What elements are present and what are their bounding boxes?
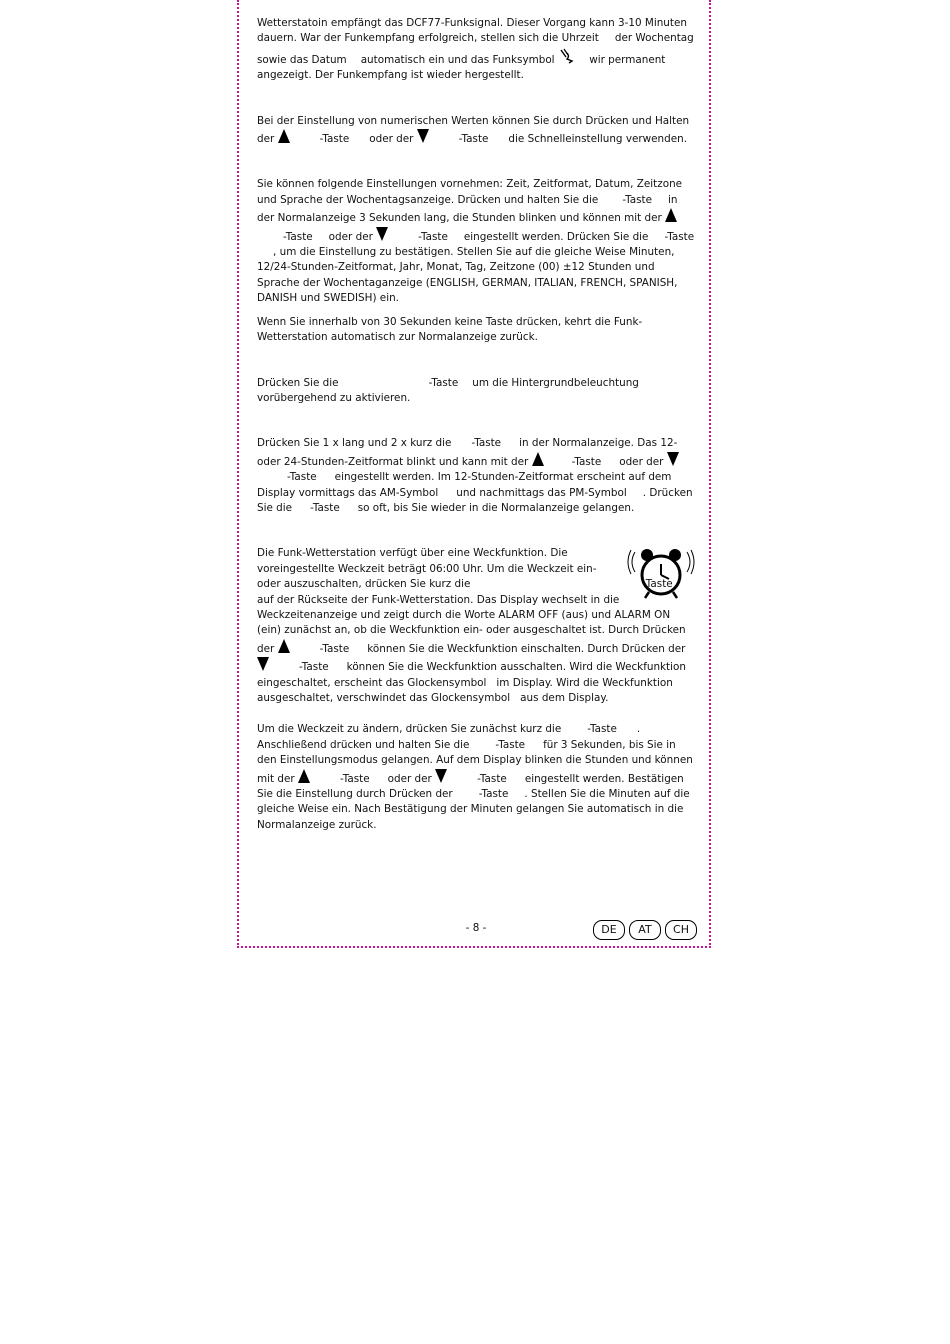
up-arrow-icon [532, 452, 544, 466]
paragraph-time-format: Drücken Sie 1 x lang und 2 x kurz die -Taste in der Normalanzeige. Das 12- oder 24-Stunden-Zeitformat blinkt und kann mit der -Taste oder der -Taste eingestellt werden. Im 12-Stunden-Zeitformat erscheint auf dem Display vormittags das AM-Symbol und nachmittags das PM-Symbol . Drücken Sie die -Taste so oft, bis Sie wieder in die Normalanzeige gelangen. [257, 437, 693, 514]
up-arrow-icon [278, 639, 290, 653]
paragraph-radio-reception: Wetterstatoin empfängt das DCF77-Funksignal. Dieser Vorgang kann 3-10 Minuten dauern. War der Funkempfang erfolgreich, stellen sich die Uhrzeit der Wochentag sowie das Datum automatisch ein und das Funksymbol wir permanent angezeigt. Der Funkempfang ist wieder hergestellt. [257, 17, 694, 82]
radio-signal-icon [558, 47, 576, 65]
page-number: - 8 - [465, 922, 487, 934]
down-arrow-icon [667, 452, 679, 466]
page-content [257, 16, 697, 833]
paragraph-settings: Sie können folgende Einstellungen vornehmen: Zeit, Zeitformat, Datum, Zeitzone und Sprache der Wochentagsanzeige. Drücken und halten Sie die -Taste in der Normalanzeige 3 Sekunden lang, die Stunden blinken und können mit der -Taste oder der -Taste eingestellt werden. Drücken Sie die -Taste, um die Einstellung zu bestätigen. Stellen Sie auf die gleiche Weise Minuten, 12/24-Stunden-Zeitformat, Jahr, Monat, Tag, Zeitzone (00) ±12 Stunden und Sprache der Wochentaganzeige (ENGLISH, GERMAN, ITALIAN, FRENCH, SPANISH, DANISH und SWEDISH) ein. [257, 178, 695, 305]
up-arrow-icon [665, 208, 677, 222]
paragraph-change-alarm-time: Um die Weckzeit zu ändern, drücken Sie zunächst kurz die -Taste . Anschließend drücken und halten Sie die -Taste für 3 Sekunden, bis Sie in den Einstellungsmodus gelangen. Auf dem Display blinken die Stunden und können mit der -Taste oder der -Taste eingestellt werden. Bestätigen Sie die Einstellung durch Drücken der -Taste . Stellen Sie die Minuten auf die gleiche Weise ein. Nach Bestätigung der Minuten gelangen Sie automatisch in die Normalanzeige zurück. [257, 723, 693, 831]
alarm-clock-icon [625, 542, 697, 602]
paragraph-timeout: Wenn Sie innerhalb von 30 Sekunden keine Taste drücken, kehrt die Funk-Wetterstation automatisch zur Normalanzeige zurück. [257, 315, 643, 344]
country-badge-ch: CH [665, 920, 697, 940]
country-badge-de: DE [593, 920, 625, 940]
paragraph-backlight: Drücken Sie die -Taste um die Hintergrundbeleuchtung vorübergehend zu aktivieren. [257, 376, 639, 404]
down-arrow-icon [417, 129, 429, 143]
country-badges [593, 920, 697, 940]
paragraph-quick-setting: Bei der Einstellung von numerischen Werten können Sie durch Drücken und Halten der -Taste oder der -Taste die Schnelleinstellung verwenden. [257, 114, 690, 146]
up-arrow-icon [278, 129, 290, 143]
down-arrow-icon [435, 769, 447, 783]
country-badge-at: AT [629, 920, 661, 940]
manual-page [237, 0, 711, 948]
paragraph-alarm: Die Funk-Wetterstation verfügt über eine Weckfunktion. Die voreingestellte Weckzeit beträgt 06:00 Uhr. Um die Weckzeit ein- oder auszuschalten, drücken Sie kurz die -Tasteauf der Rückseite der Funk-Wetterstation. Das Display wechselt in die Weckzeitenanzeige und zeigt durch die Worte ALARM OFF (aus) und ALARM ON (ein) zunächst an, ob die Weckfunktion ein- oder ausgeschaltet ist. Durch Drücken der -Taste können Sie die Weckfunktion einschalten. Durch Drücken der -Taste können Sie die Weckfunktion ausschalten. Wird die Weckfunktion eingeschaltet, erscheint das Glockensymbol im Display. Wird die Weckfunktion ausgeschaltet, verschwindet das Glockensymbol aus dem Display. [257, 547, 686, 704]
alarm-section [257, 546, 697, 706]
down-arrow-icon [257, 657, 269, 671]
down-arrow-icon [376, 227, 388, 241]
page-footer [239, 920, 713, 942]
up-arrow-icon [298, 769, 310, 783]
